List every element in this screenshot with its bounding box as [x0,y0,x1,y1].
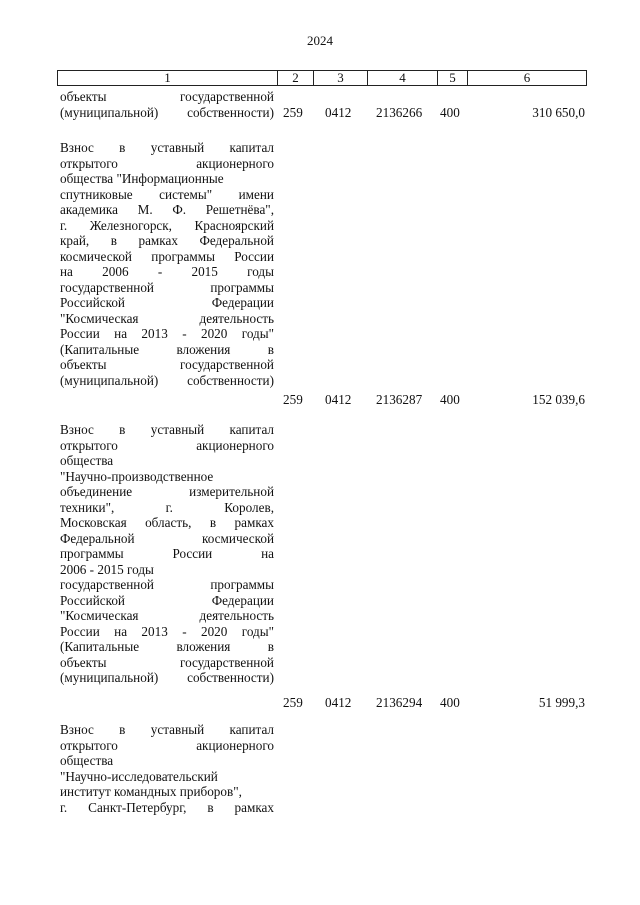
column-header-6: 6 [467,71,586,85]
description-line: космической программы России [60,248,274,264]
description-line: общества [60,453,114,468]
description-line: программы России на [60,546,274,561]
description-line: "Космическая деятельность [60,310,274,326]
description-line: объекты государственной [60,654,274,670]
description-line: открытого акционерного [60,155,274,171]
description-line: техники", г. Королев, [60,499,274,515]
column-header-4: 4 [367,71,437,85]
description-line: г. Железногорск, Красноярский [60,217,274,233]
page-number: 2024 [307,33,333,48]
description-line: "Научно-производственное [60,468,214,484]
description-line: России на 2013 - 2020 годы" [60,326,274,341]
cell-col4: 2136294 [376,695,423,710]
description-line: общества [60,753,114,768]
column-header-5: 5 [437,71,467,85]
cell-col5: 400 [440,105,460,120]
description-line: Взнос в уставный капитал [60,422,274,437]
row-description [60,422,274,686]
description-line: объекты государственной [60,357,274,372]
description-line: объекты государственной [60,89,274,104]
row-description [60,722,274,815]
description-line: "Космическая деятельность [60,608,274,623]
description-line: на 2006 - 2015 годы [60,264,274,279]
column-header-2: 2 [277,71,313,85]
description-line: открытого акционерного [60,437,274,453]
cell-col6: 310 650,0 [532,105,585,120]
column-header-3: 3 [313,71,367,85]
description-line: академика М. Ф. Решетнёва", [60,202,274,217]
description-line: открытого акционерного [60,737,274,753]
description-line: институт командных приборов", [60,784,242,799]
row-description [60,89,274,120]
description-line: г. Санкт-Петербург, в рамках [60,799,274,815]
description-line: Взнос в уставный капитал [60,140,274,155]
description-line: объединение измерительной [60,484,274,499]
table-header-row [57,70,587,86]
description-line: государственной программы [60,577,274,592]
description-line: Российской Федерации [60,295,274,310]
description-line: Взнос в уставный капитал [60,722,274,737]
cell-col6: 152 039,6 [532,392,585,407]
column-header-1: 1 [164,70,171,85]
row-description [60,140,274,388]
cell-col2: 259 [283,392,303,407]
cell-col3: 0412 [325,695,352,710]
description-line: (муниципальной) собственности) [60,104,274,120]
description-line: (муниципальной) собственности) [60,670,274,685]
cell-col5: 400 [440,392,460,407]
cell-col4: 2136266 [376,105,423,120]
cell-col4: 2136287 [376,392,423,407]
description-line: Российской Федерации [60,592,274,608]
description-line: общества "Информационные [60,171,224,186]
description-line: Московская область, в рамках [60,515,274,530]
description-line: "Научно-исследовательский [60,768,218,784]
cell-col2: 259 [283,105,303,120]
cell-col5: 400 [440,695,460,710]
cell-col3: 0412 [325,105,352,120]
cell-col3: 0412 [325,392,352,407]
description-line: край, в рамках Федеральной [60,233,274,248]
cell-col6: 51 999,3 [538,695,585,710]
description-line: (Капитальные вложения в [60,639,274,654]
description-line: России на 2013 - 2020 годы" [60,623,274,639]
description-line: 2006 - 2015 годы [60,561,154,577]
description-line: спутниковые системы" имени [60,186,274,202]
description-line: (Капитальные вложения в [60,341,274,357]
description-line: Федеральной космической [60,530,274,546]
description-line: (муниципальной) собственности) [60,372,274,388]
cell-col2: 259 [283,695,303,710]
description-line: государственной программы [60,279,274,295]
